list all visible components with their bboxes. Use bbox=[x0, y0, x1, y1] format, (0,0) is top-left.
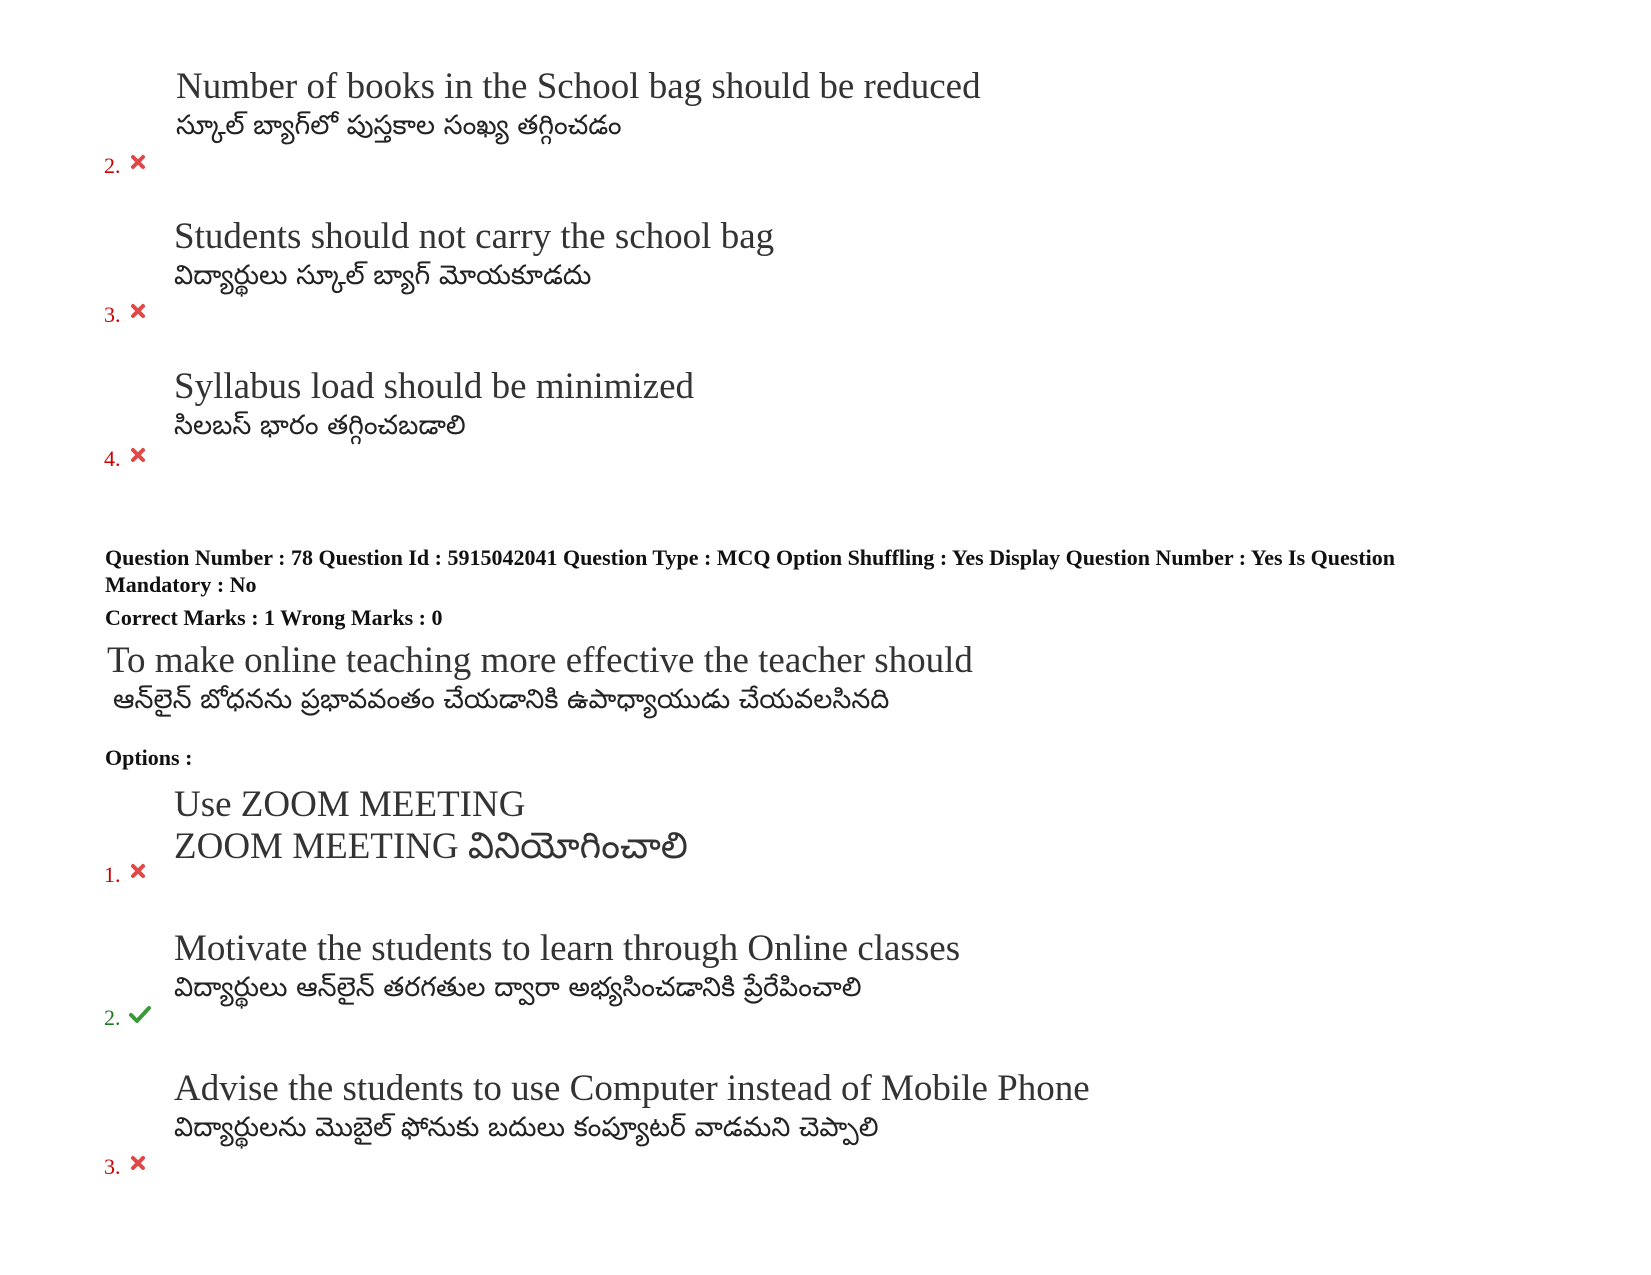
prev-option-4-english: Syllabus load should be minimized bbox=[174, 366, 695, 407]
cross-icon bbox=[129, 446, 147, 464]
option-3-english: Advise the students to use Computer instead of Mobile Phone bbox=[174, 1068, 1090, 1109]
option-2-english: Motivate the students to learn through Online classes bbox=[174, 928, 961, 969]
option-3-telugu: విద్యార్థులను మొబైల్ ఫోనుకు బదులు కంప్యూటర్ వాడమని చెప్పాలి bbox=[174, 1112, 879, 1143]
cross-icon bbox=[129, 862, 147, 880]
question-text-english: To make online teaching more effective the teacher should bbox=[107, 640, 973, 681]
cross-icon bbox=[129, 1154, 147, 1172]
option-1-telugu: ZOOM MEETING వినియోగించాలి bbox=[174, 826, 688, 867]
question-meta-line1: Question Number : 78 Question Id : 5915042041 Question Type : MCQ Option Shuffling : Yes Display Question Number : Yes Is Question bbox=[105, 545, 1395, 570]
prev-option-4 bbox=[174, 366, 694, 444]
cross-icon bbox=[129, 153, 147, 171]
prev-option-3 bbox=[174, 216, 774, 294]
check-icon bbox=[129, 1005, 151, 1023]
question-marks: Correct Marks : 1 Wrong Marks : 0 bbox=[105, 605, 443, 630]
options-label: Options : bbox=[105, 745, 193, 770]
prev-option-4-number: 4. bbox=[104, 446, 147, 471]
option-2-number: 2. bbox=[104, 1005, 151, 1030]
option-1 bbox=[174, 784, 688, 868]
prev-option-3-telugu: విద్యార్థులు స్కూల్ బ్యాగ్ మోయకూడదు bbox=[174, 260, 592, 291]
option-1-number: 1. bbox=[104, 862, 147, 887]
question-text bbox=[107, 640, 973, 718]
option-3-number: 3. bbox=[104, 1154, 147, 1179]
prev-option-2 bbox=[176, 66, 981, 144]
prev-option-2-number: 2. bbox=[104, 153, 147, 178]
question-meta bbox=[105, 544, 1585, 598]
option-3 bbox=[174, 1068, 1090, 1146]
prev-option-3-english: Students should not carry the school bag bbox=[174, 216, 775, 257]
prev-option-2-telugu: స్కూల్ బ్యాగ్‌లో పుస్తకాల సంఖ్య తగ్గించడం bbox=[176, 110, 622, 141]
prev-option-4-telugu: సిలబస్ భారం తగ్గించబడాలి bbox=[174, 410, 466, 441]
prev-option-2-english: Number of books in the School bag should be reduced bbox=[176, 66, 981, 107]
cross-icon bbox=[129, 302, 147, 320]
option-2 bbox=[174, 928, 960, 1006]
prev-option-3-number: 3. bbox=[104, 302, 147, 327]
question-meta-line2: Mandatory : No bbox=[105, 572, 257, 597]
option-1-english: Use ZOOM MEETING bbox=[174, 784, 526, 825]
question-text-telugu: ఆన్‌లైన్ బోధనను ప్రభావవంతం చేయడానికి ఉపాధ్యాయుడు చేయవలసినది bbox=[113, 684, 890, 715]
option-2-telugu: విద్యార్థులు ఆన్‌లైన్ తరగతుల ద్వారా అభ్యసించడానికి ప్రేరేపించాలి bbox=[174, 972, 862, 1003]
